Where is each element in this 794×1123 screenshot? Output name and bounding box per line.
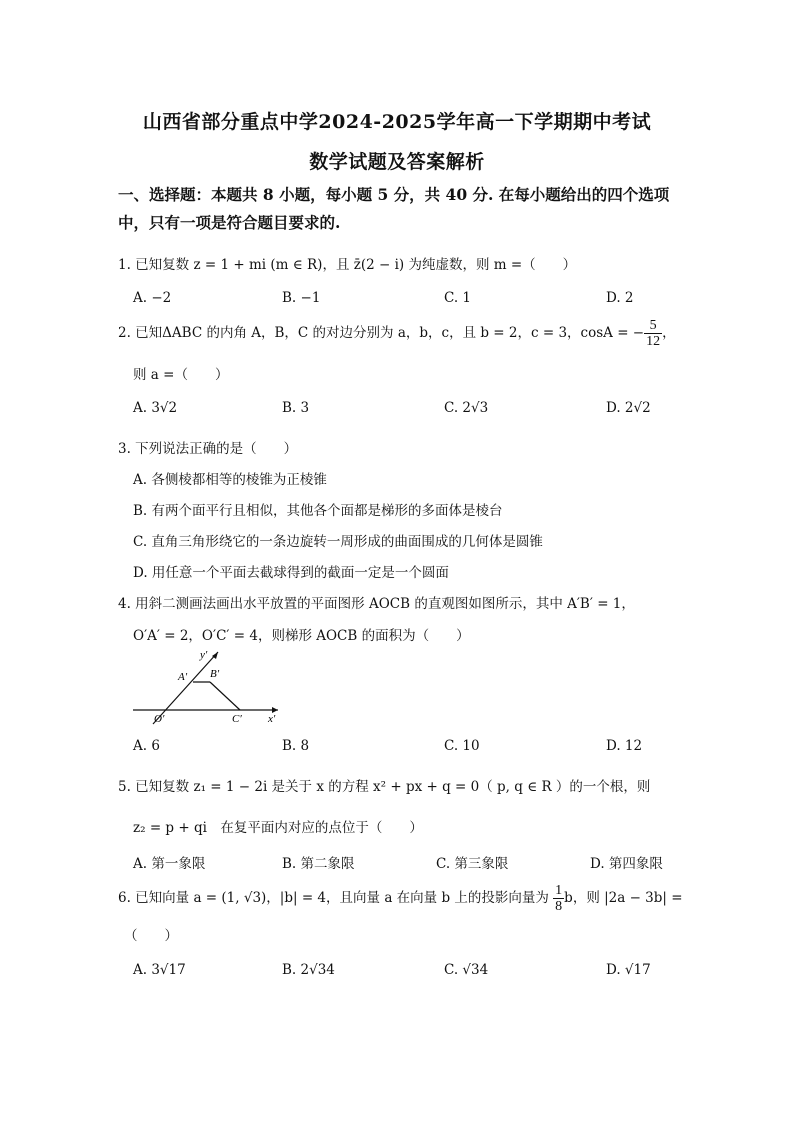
question-2-text: 2. 已知ΔABC 的内角 A，B，C 的对边分别为 a，b，c，且 b = 2，c = 3，cosA = − bbox=[118, 325, 645, 341]
question-5-line-1: 5. 已知复数 z₁ = 1 − 2i 是关于 x 的方程 x² + px + q = 0（ p, q ∈ R ）的一个根，则 bbox=[118, 779, 651, 795]
question-2-option-d: D. 2√2 bbox=[606, 400, 651, 416]
question-6-option-a: A. 3√17 bbox=[133, 962, 186, 978]
exam-subtitle: 数学试题及答案解析 bbox=[309, 151, 485, 173]
label-y: y′ bbox=[200, 649, 208, 661]
question-5-option-d: D. 第四象限 bbox=[590, 856, 663, 872]
question-2-option-a: A. 3√2 bbox=[133, 400, 178, 416]
exam-title: 山西省部分重点中学2024-2025学年高一下学期期中考试 bbox=[142, 111, 652, 133]
fraction-numerator: 5 bbox=[644, 318, 662, 334]
question-6-option-c: C. √34 bbox=[444, 962, 489, 978]
question-6-option-d: D. √17 bbox=[606, 962, 651, 978]
question-2-comma: ， bbox=[662, 325, 676, 341]
question-2-line-1 bbox=[118, 318, 676, 349]
question-5-option-a: A. 第一象限 bbox=[133, 856, 206, 872]
question-5-option-b: B. 第二象限 bbox=[282, 856, 355, 872]
question-1-text: 1. 已知复数 z = 1 + mi (m ∈ R)，且 z̄(2 − i) 为纯虚数，则 m =（ ） bbox=[118, 257, 577, 273]
question-1-option-a: A. −2 bbox=[133, 290, 172, 306]
question-4-option-a: A. 6 bbox=[133, 738, 160, 754]
question-6-text: 6. 已知向量 a = (1, √3)，|b| = 4，且向量 a 在向量 b 上的投影向量为 bbox=[118, 890, 554, 906]
section-heading-line-2: 中，只有一项是符合题目要求的. bbox=[118, 213, 341, 232]
question-6-option-b: B. 2√34 bbox=[282, 962, 335, 978]
question-2-option-c: C. 2√3 bbox=[444, 400, 489, 416]
question-3-option-a: A. 各侧棱都相等的棱锥为正棱锥 bbox=[133, 472, 327, 488]
question-6-text-end: b，则 |2a − 3b| = bbox=[564, 890, 683, 906]
question-6-line-1 bbox=[118, 883, 683, 914]
fraction-denominator: 12 bbox=[646, 334, 661, 349]
question-2-line-2: 则 a =（ ） bbox=[133, 367, 229, 383]
question-3-option-c: C. 直角三角形绕它的一条边旋转一周形成的曲面围成的几何体是圆锥 bbox=[133, 534, 543, 550]
section-heading bbox=[118, 181, 678, 237]
label-o: O′ bbox=[154, 713, 165, 725]
section-heading-line-1: 一、选择题：本题共 8 小题，每小题 5 分，共 40 分. 在每小题给出的四个选项 bbox=[118, 185, 670, 204]
fraction-numerator: 1 bbox=[555, 883, 563, 898]
question-2-option-b: B. 3 bbox=[282, 400, 310, 416]
segment-b-c bbox=[210, 682, 240, 710]
question-3-option-d: D. 用任意一个平面去截球得到的截面一定是一个圆面 bbox=[133, 565, 449, 581]
fraction-denominator: 8 bbox=[555, 899, 563, 914]
question-4-option-c: C. 10 bbox=[444, 738, 480, 754]
question-5-line-2: z₂ = p + qi 在复平面内对应的点位于（ ） bbox=[133, 820, 423, 836]
question-2-fraction bbox=[644, 318, 662, 349]
question-1-option-c: C. 1 bbox=[444, 290, 472, 306]
question-3-option-b: B. 有两个面平行且相似，其他各个面都是梯形的多面体是棱台 bbox=[133, 503, 503, 519]
label-x: x′ bbox=[268, 713, 276, 725]
label-c: C′ bbox=[232, 713, 242, 725]
question-4-option-d: D. 12 bbox=[606, 738, 643, 754]
label-b: B′ bbox=[210, 668, 220, 680]
question-3-text: 3. 下列说法正确的是（ ） bbox=[118, 441, 298, 457]
question-1-option-b: B. −1 bbox=[282, 290, 321, 306]
question-6-line-2: （ ） bbox=[124, 928, 178, 944]
oblique-projection-figure bbox=[128, 644, 288, 726]
question-4-line-2: O′A′ = 2，O′C′ = 4，则梯形 AOCB 的面积为（ ） bbox=[133, 628, 470, 644]
question-5-option-c: C. 第三象限 bbox=[436, 856, 509, 872]
question-4-line-1: 4. 用斜二测画法画出水平放置的平面图形 AOCB 的直观图如图所示，其中 A′B′ = 1， bbox=[118, 596, 635, 612]
question-6-fraction bbox=[553, 883, 564, 914]
label-a: A′ bbox=[178, 671, 188, 683]
question-1-option-d: D. 2 bbox=[606, 290, 634, 306]
question-4-option-b: B. 8 bbox=[282, 738, 310, 754]
